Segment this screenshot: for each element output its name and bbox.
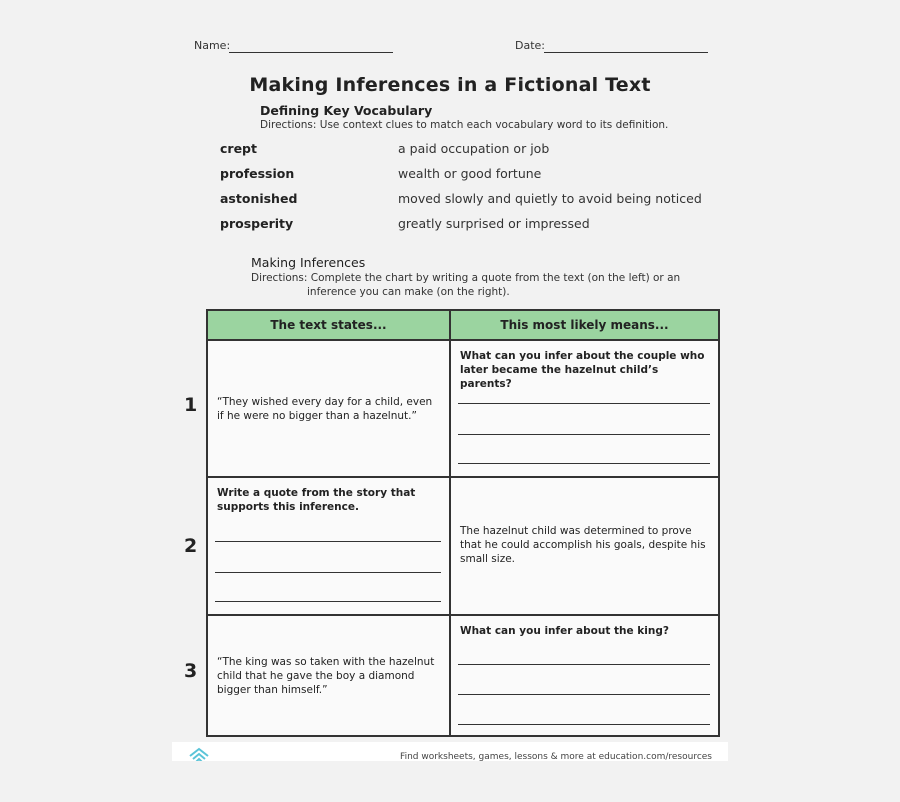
name-label: Name: (194, 39, 231, 52)
quote-text: “They wished every day for a child, even if he were no bigger than a hazelnut.” (217, 396, 433, 422)
education-logo-icon (188, 747, 210, 761)
row-number: 2 (184, 535, 198, 557)
answer-line[interactable] (458, 694, 710, 695)
vocab-word: prosperity (220, 216, 294, 231)
answer-line[interactable] (458, 724, 710, 725)
vocab-definition: moved slowly and quietly to avoid being noticed (398, 191, 702, 206)
answer-line[interactable] (458, 434, 710, 435)
quote-prompt: Write a quote from the story that supports this inference. (217, 487, 416, 513)
quote-cell[interactable] (207, 477, 450, 615)
vocabulary-heading: Defining Key Vocabulary (260, 103, 433, 118)
date-line (544, 52, 708, 53)
footer-text: Find worksheets, games, lessons & more at education.com/resources (400, 752, 712, 761)
vocabulary-directions: Directions: Use context clues to match each vocabulary word to its definition. (260, 119, 669, 131)
date-label: Date: (515, 39, 545, 52)
table-row (207, 615, 719, 736)
inferences-directions-line1: Directions: Complete the chart by writing a quote from the text (on the left) or an (251, 272, 681, 284)
vocab-word: crept (220, 141, 257, 156)
row-number: 3 (184, 660, 198, 682)
inference-text: The hazelnut child was determined to prove that he could accomplish his goals, despite his small size. (460, 525, 706, 565)
vocab-word: profession (220, 166, 295, 181)
answer-cell[interactable] (450, 340, 719, 477)
column-header-likely-means: This most likely means... (450, 310, 719, 340)
table-row (207, 340, 719, 477)
vocab-word: astonished (220, 191, 298, 206)
row-number: 1 (184, 394, 198, 416)
inference-prompt: What can you infer about the king? (460, 625, 669, 637)
vocab-definition: wealth or good fortune (398, 166, 542, 181)
quote-cell (207, 615, 450, 736)
page-footer (172, 742, 728, 761)
answer-cell[interactable] (450, 615, 719, 736)
name-line (229, 52, 393, 53)
table-row (207, 477, 719, 615)
inferences-directions-line2: inference you can make (on the right). (307, 286, 510, 298)
answer-line[interactable] (215, 601, 441, 602)
inference-chart (206, 309, 720, 737)
vocab-definition: a paid occupation or job (398, 141, 550, 156)
worksheet-page (172, 26, 728, 761)
answer-line[interactable] (458, 463, 710, 464)
answer-line[interactable] (458, 664, 710, 665)
inference-prompt: What can you infer about the couple who later became the hazelnut child’s parents? (460, 350, 705, 390)
vocab-definition: greatly surprised or impressed (398, 216, 590, 231)
quote-text: “The king was so taken with the hazelnut child that he gave the boy a diamond bigger than himself.” (217, 656, 435, 696)
answer-line[interactable] (458, 403, 710, 404)
page-title: Making Inferences in a Fictional Text (249, 74, 651, 96)
answer-cell (450, 477, 719, 615)
inferences-heading: Making Inferences (251, 255, 366, 270)
answer-line[interactable] (215, 541, 441, 542)
answer-line[interactable] (215, 572, 441, 573)
quote-cell (207, 340, 450, 477)
column-header-text-states: The text states... (207, 310, 450, 340)
